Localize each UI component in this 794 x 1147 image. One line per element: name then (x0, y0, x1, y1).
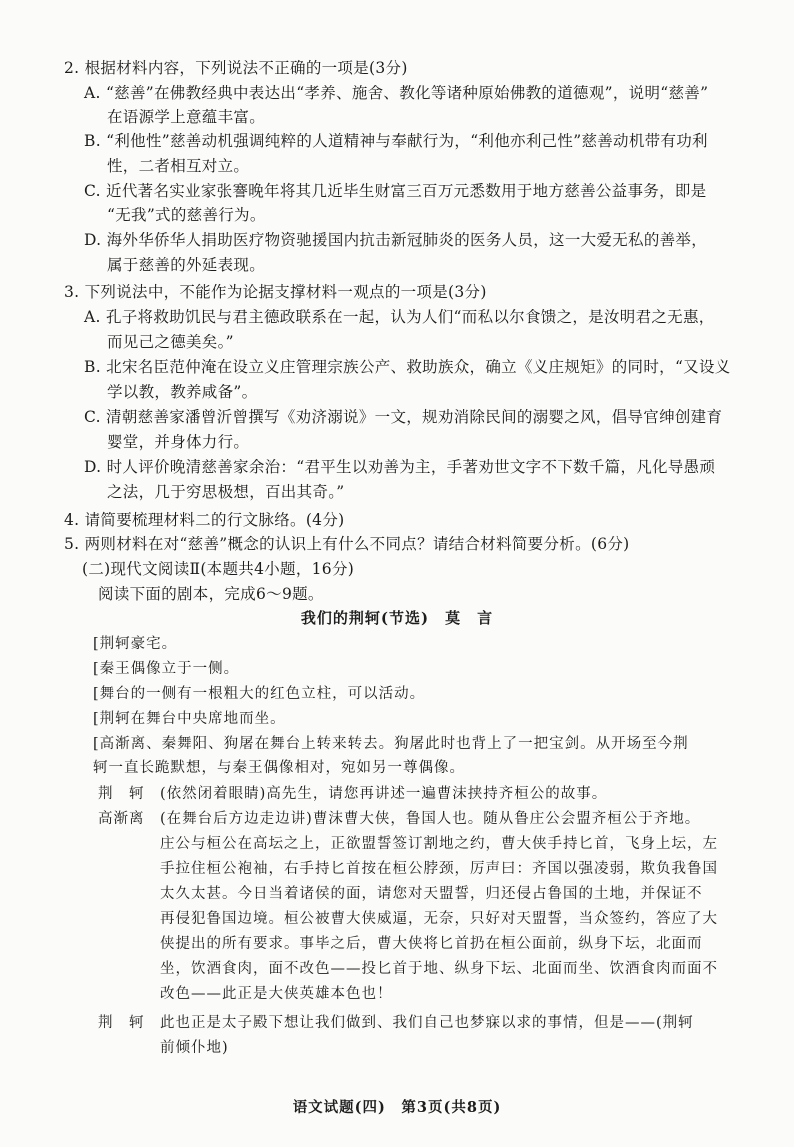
q2-option-c-cont: “无我”式的慈善行为。 (107, 206, 266, 224)
dialogue-line: (在舞台后方边走边讲)曹沫曹大侠，鲁国人也。随从鲁庄公会盟齐桓公于齐地。 (160, 811, 701, 827)
dialogue-line: (依然闭着眼睛)高先生，请您再讲述一遍曹沫挟持齐桓公的故事。 (160, 786, 608, 802)
dialogue-line: 手拉住桓公袍袖，右手持匕首按在桓公脖颈，厉声曰：齐国以强凌弱，欺负我鲁国 (160, 861, 718, 877)
question-4: 4. 请简要梳理材料二的行文脉络。(4分) (64, 511, 345, 529)
q3-option-d-cont: 之法，几于穷思极想，百出其奇。” (107, 483, 345, 501)
stage-direction-5: [高渐离、秦舞阳、狗屠在舞台上转来转去。狗屠此时也背上了一把宝剑。从开场至今荆 (93, 736, 689, 752)
speaker-jingke: 荆 轲 (98, 1015, 145, 1031)
stage-direction-3: [舞台的一侧有一根粗大的红色立柱，可以活动。 (93, 686, 426, 702)
q2-option-a-cont: 在语源学上意蕴丰富。 (107, 108, 266, 126)
reading-instruction: 阅读下面的剧本，完成6～9题。 (98, 585, 324, 603)
section-heading: (二)现代文阅读Ⅱ(本题共4小题，16分) (82, 560, 355, 578)
stage-direction-1: [荆轲豪宅。 (93, 636, 178, 652)
q3-option-a: A. 孔子将救助饥民与君主德政联系在一起，认为人们“而私以尔食馈之，是汝明君之无惠， (84, 308, 715, 326)
q2-option-a: A. “慈善”在佛教经典中表达出“孝养、施舍、教化等诸种原始佛教的道德观”，说明“慈善” (84, 84, 709, 102)
stage-direction-5-cont: 轲一直长跪默想，与秦王偶像相对，宛如另一尊偶像。 (93, 760, 465, 776)
stage-direction-4: [荆轲在舞台中央席地而坐。 (93, 711, 286, 727)
question-2-stem: 2. 根据材料内容，下列说法不正确的一项是(3分) (64, 59, 408, 77)
q2-option-d: D. 海外华侨华人捐助医疗物资驰援国内抗击新冠肺炎的医务人员，这一大爱无私的善举， (84, 231, 708, 249)
dialogue-line: 侠提出的所有要求。事毕之后，曹大侠将匕首扔在桓公面前，纵身下坛，北面而 (160, 936, 703, 952)
play-title: 我们的荆轲(节选) 莫 言 (300, 609, 494, 627)
q3-option-b: B. 北宋名臣范仲淹在设立义庄管理宗族公产、救助族众，确立《义庄规矩》的同时，“又设义 (84, 358, 731, 376)
q3-option-c-cont: 婴堂，并身体力行。 (107, 433, 250, 451)
q3-option-d: D. 时人评价晚清慈善家余治：“君平生以劝善为主，手著劝世文字不下数千篇，凡化导愚顽 (84, 458, 716, 476)
speaker-gaojianli: 高渐离 (98, 811, 145, 827)
q3-option-a-cont: 而见己之德美矣。” (107, 333, 234, 351)
dialogue-line: 前倾仆地) (160, 1040, 229, 1056)
q2-option-c: C. 近代著名实业家张謇晚年将其几近毕生财富三百万元悉数用于地方慈善公益事务，即是 (84, 182, 707, 200)
q3-option-b-cont: 学以教，教养咸备”。 (107, 383, 258, 401)
dialogue-line: 太久太甚。今日当着诸侯的面，请您对天盟誓，归还侵占鲁国的土地，并保证不 (160, 886, 703, 902)
q2-option-b: B. “利他性”慈善动机强调纯粹的人道精神与奉献行为，“利他亦利己性”慈善动机带有功利 (84, 132, 708, 150)
page-footer: 语文试题(四) 第3页(共8页) (292, 1099, 502, 1116)
speaker-jingke: 荆 轲 (98, 786, 145, 802)
dialogue-line: 此也正是太子殿下想让我们做到、我们自己也梦寐以求的事情，但是——(荆轲 (160, 1015, 694, 1031)
q2-option-b-cont: 性，二者相互对立。 (107, 157, 250, 175)
dialogue-line: 庄公与桓公在高坛之上，正欲盟誓签订割地之约，曹大侠手持匕首，飞身上坛，左 (160, 836, 718, 852)
q2-option-d-cont: 属于慈善的外延表现。 (107, 256, 266, 274)
question-3-stem: 3. 下列说法中，不能作为论据支撑材料一观点的一项是(3分) (64, 283, 487, 301)
question-5: 5. 两则材料在对“慈善”概念的认识上有什么不同点？请结合材料简要分析。(6分) (64, 535, 630, 553)
stage-direction-2: [秦王偶像立于一侧。 (93, 661, 240, 677)
dialogue-line: 再侵犯鲁国边境。桓公被曹大侠威逼，无奈，只好对天盟誓，当众签约，答应了大 (160, 911, 718, 927)
dialogue-line: 坐，饮酒食肉，面不改色——投匕首于地、纵身下坛、北面而坐、饮酒食肉而面不 (160, 961, 718, 977)
dialogue-line: 改色——此正是大侠英雄本色也！ (160, 986, 393, 1002)
q3-option-c: C. 清朝慈善家潘曾沂曾撰写《劝济溺说》一文，规劝消除民间的溺婴之风，倡导官绅创建育 (84, 408, 723, 426)
